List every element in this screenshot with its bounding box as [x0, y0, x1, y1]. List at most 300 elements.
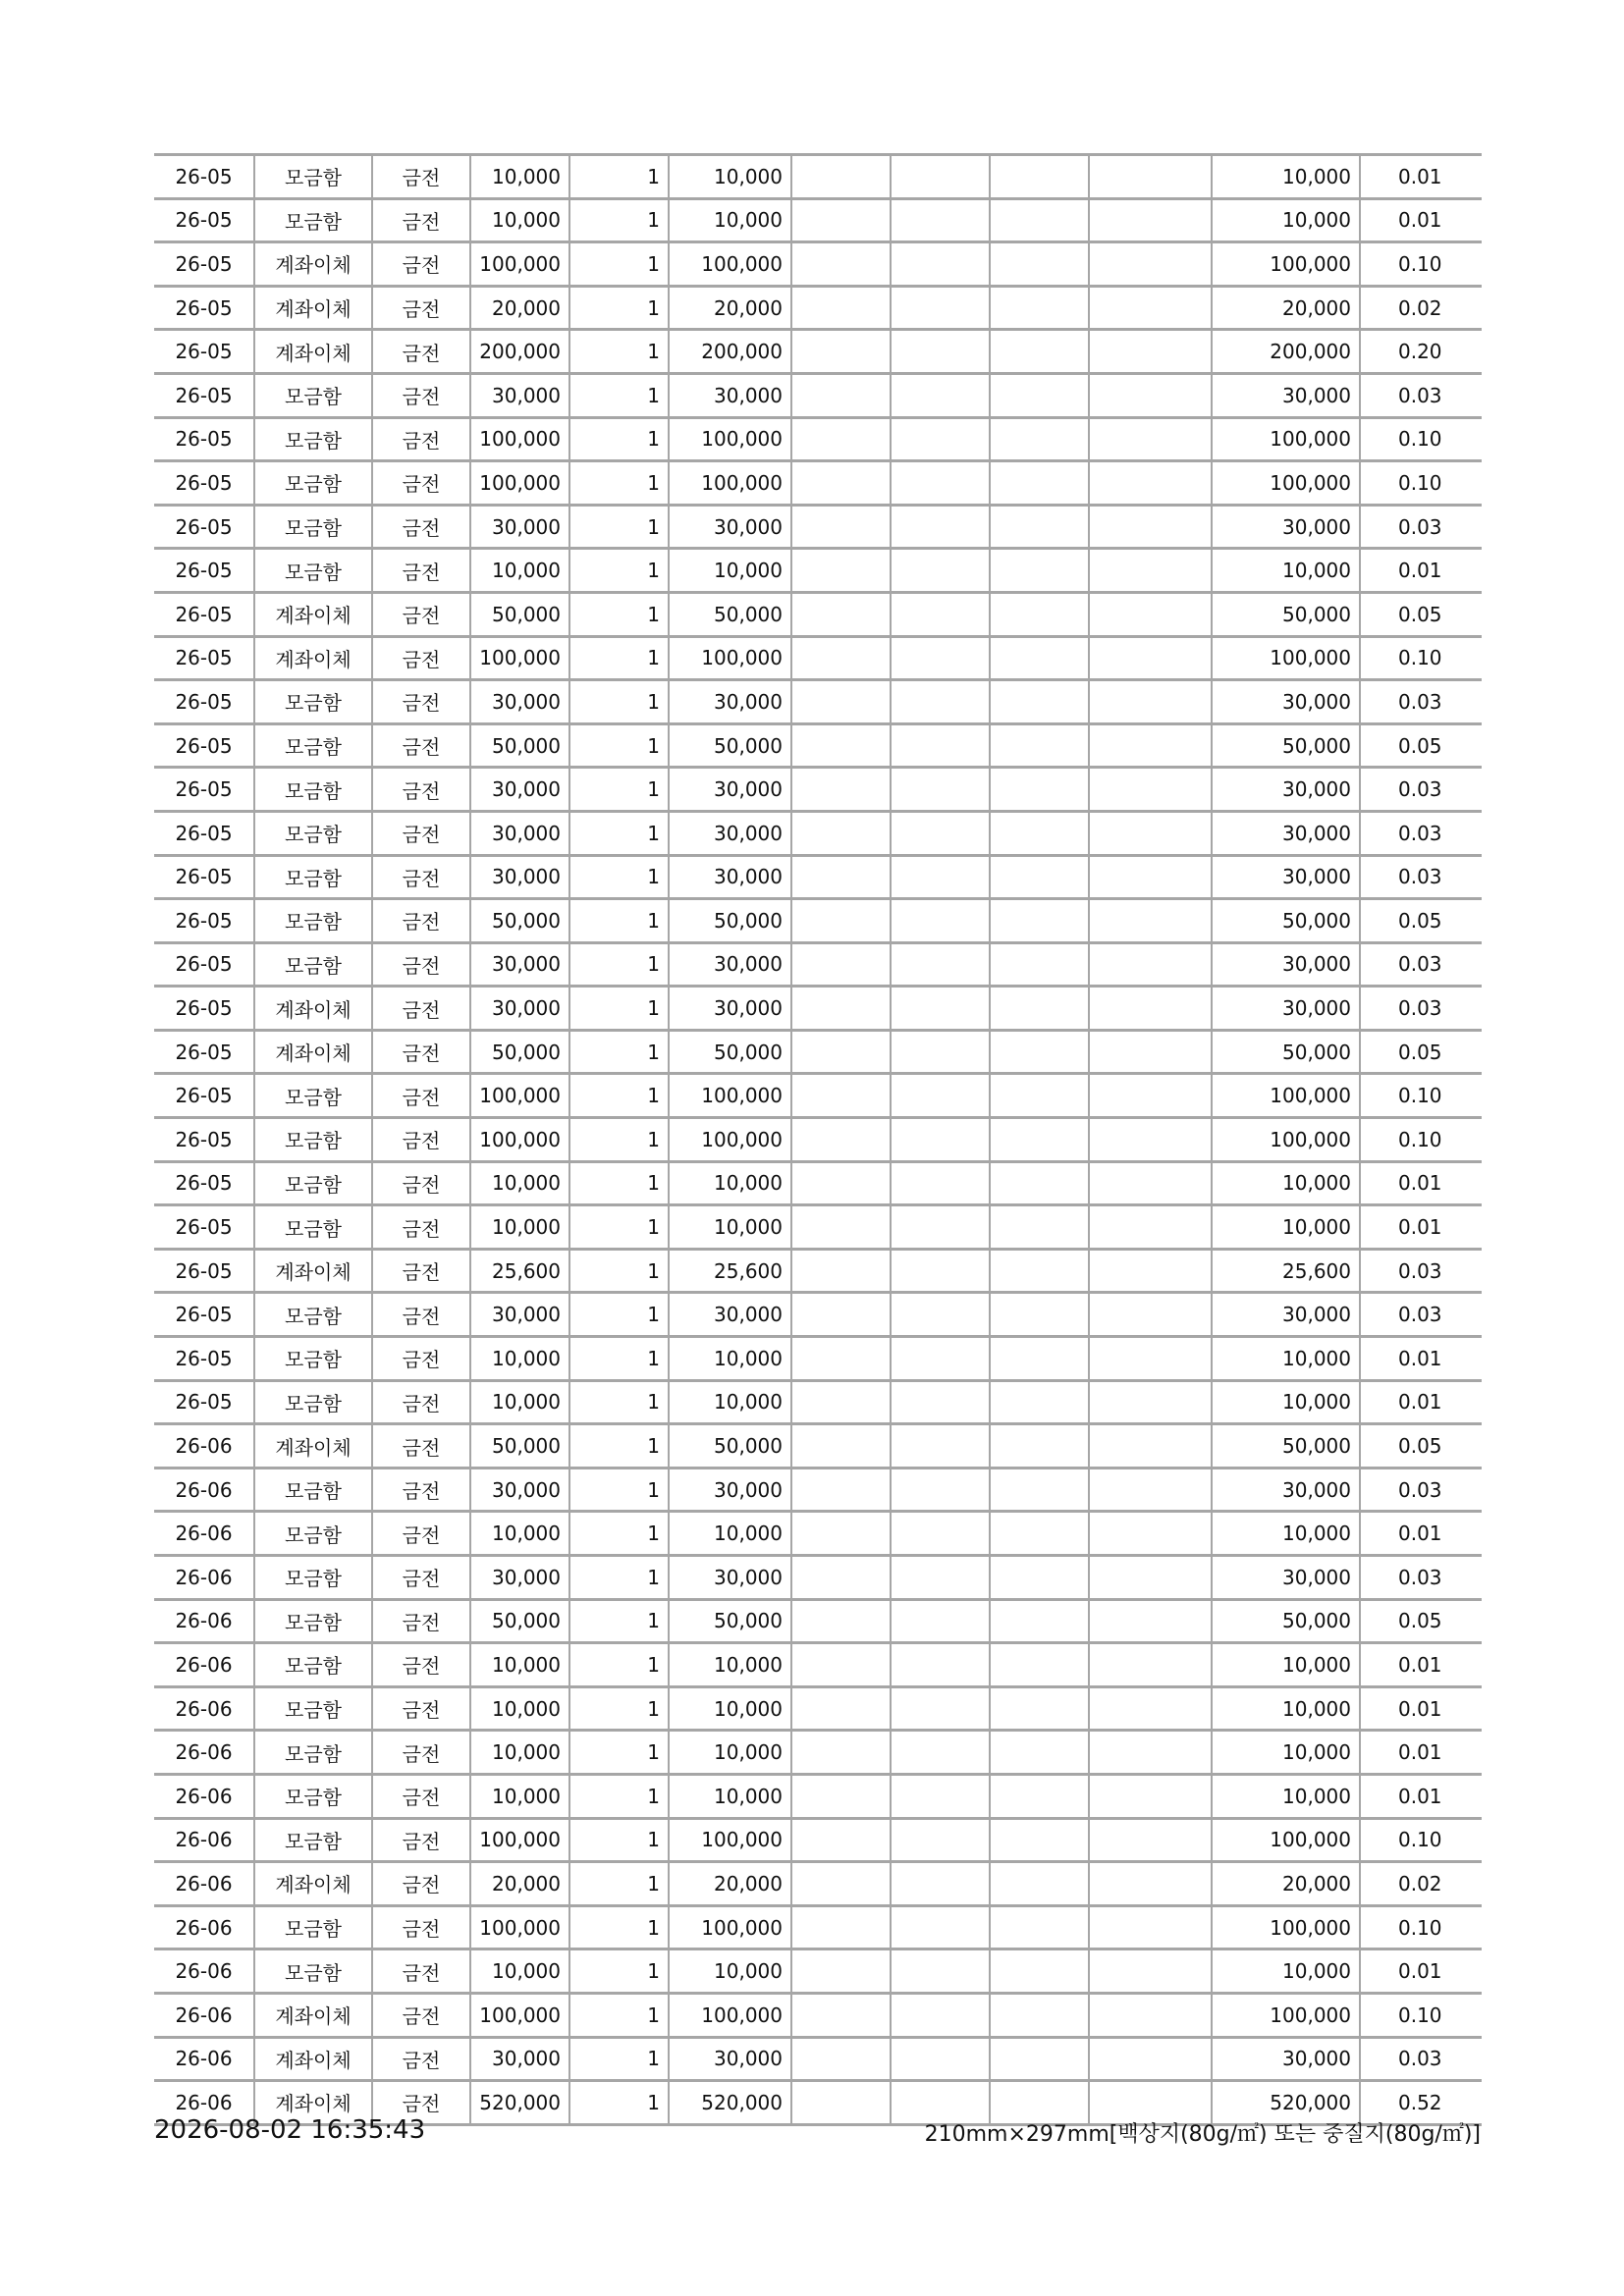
cell-date: 26-05 [154, 286, 254, 330]
cell-quantity: 1 [569, 855, 669, 899]
cell-unit-amount: 25,600 [470, 1249, 569, 1293]
cell-blank-2 [891, 987, 990, 1031]
cell-ratio: 0.20 [1360, 330, 1482, 374]
cell-method: 모금함 [254, 1731, 372, 1775]
cell-blank-2 [891, 592, 990, 636]
cell-quantity: 1 [569, 286, 669, 330]
cell-type: 금전 [372, 1468, 470, 1512]
cell-blank-4 [1089, 811, 1212, 855]
cell-type: 금전 [372, 461, 470, 506]
cell-type: 금전 [372, 505, 470, 549]
cell-ratio: 0.01 [1360, 1774, 1482, 1818]
cell-blank-4 [1089, 1818, 1212, 1862]
cell-type: 금전 [372, 1424, 470, 1468]
cell-method: 모금함 [254, 549, 372, 593]
donation-ledger-table-wrapper [154, 153, 1482, 2126]
cell-blank-1 [791, 680, 891, 724]
cell-quantity: 1 [569, 1205, 669, 1250]
table-row [154, 1686, 1482, 1731]
cell-method: 모금함 [254, 155, 372, 199]
cell-unit-amount: 100,000 [470, 1905, 569, 1949]
cell-blank-2 [891, 899, 990, 943]
cell-blank-1 [791, 1293, 891, 1337]
cell-method: 계좌이체 [254, 2081, 372, 2125]
cell-total: 100,000 [1212, 1818, 1360, 1862]
cell-method: 모금함 [254, 417, 372, 461]
cell-blank-1 [791, 1249, 891, 1293]
table-row [154, 461, 1482, 506]
cell-method: 모금함 [254, 723, 372, 768]
cell-ratio: 0.03 [1360, 942, 1482, 987]
table-row [154, 373, 1482, 417]
table-row [154, 549, 1482, 593]
cell-date: 26-05 [154, 1249, 254, 1293]
table-row [154, 855, 1482, 899]
cell-quantity: 1 [569, 768, 669, 812]
cell-blank-3 [990, 461, 1089, 506]
cell-blank-3 [990, 1380, 1089, 1424]
cell-blank-2 [891, 330, 990, 374]
cell-blank-4 [1089, 2037, 1212, 2081]
cell-method: 모금함 [254, 1556, 372, 1600]
cell-blank-2 [891, 680, 990, 724]
cell-amount: 30,000 [669, 1293, 791, 1337]
cell-type: 금전 [372, 1731, 470, 1775]
cell-amount: 520,000 [669, 2081, 791, 2125]
cell-blank-3 [990, 1512, 1089, 1556]
cell-date: 26-06 [154, 1512, 254, 1556]
cell-blank-3 [990, 1205, 1089, 1250]
cell-total: 100,000 [1212, 242, 1360, 287]
cell-method: 계좌이체 [254, 636, 372, 680]
cell-blank-2 [891, 942, 990, 987]
cell-blank-4 [1089, 1424, 1212, 1468]
cell-blank-3 [990, 198, 1089, 242]
cell-blank-1 [791, 1337, 891, 1381]
cell-unit-amount: 10,000 [470, 549, 569, 593]
cell-blank-4 [1089, 1862, 1212, 1906]
cell-total: 10,000 [1212, 155, 1360, 199]
cell-ratio: 0.03 [1360, 1249, 1482, 1293]
cell-blank-3 [990, 1337, 1089, 1381]
table-row [154, 242, 1482, 287]
cell-quantity: 1 [569, 2081, 669, 2125]
cell-method: 모금함 [254, 461, 372, 506]
cell-blank-1 [791, 1380, 891, 1424]
cell-amount: 30,000 [669, 505, 791, 549]
cell-method: 모금함 [254, 899, 372, 943]
cell-type: 금전 [372, 1556, 470, 1600]
cell-total: 30,000 [1212, 987, 1360, 1031]
cell-total: 50,000 [1212, 1030, 1360, 1074]
cell-blank-2 [891, 1293, 990, 1337]
cell-unit-amount: 30,000 [470, 768, 569, 812]
cell-type: 금전 [372, 1686, 470, 1731]
cell-blank-4 [1089, 987, 1212, 1031]
table-row [154, 2037, 1482, 2081]
cell-unit-amount: 100,000 [470, 1074, 569, 1118]
cell-total: 50,000 [1212, 1599, 1360, 1643]
table-row [154, 1512, 1482, 1556]
cell-total: 10,000 [1212, 1949, 1360, 1994]
cell-amount: 10,000 [669, 1205, 791, 1250]
cell-blank-1 [791, 1599, 891, 1643]
cell-unit-amount: 30,000 [470, 987, 569, 1031]
cell-amount: 10,000 [669, 155, 791, 199]
cell-amount: 30,000 [669, 1556, 791, 1600]
cell-total: 50,000 [1212, 592, 1360, 636]
cell-total: 100,000 [1212, 1074, 1360, 1118]
cell-ratio: 0.10 [1360, 1993, 1482, 2037]
cell-method: 모금함 [254, 1380, 372, 1424]
cell-blank-3 [990, 723, 1089, 768]
table-row [154, 1249, 1482, 1293]
cell-date: 26-06 [154, 1424, 254, 1468]
cell-total: 10,000 [1212, 1205, 1360, 1250]
cell-date: 26-06 [154, 1993, 254, 2037]
cell-blank-3 [990, 1030, 1089, 1074]
cell-blank-1 [791, 417, 891, 461]
cell-blank-3 [990, 1731, 1089, 1775]
cell-blank-1 [791, 198, 891, 242]
cell-method: 모금함 [254, 1337, 372, 1381]
cell-blank-1 [791, 899, 891, 943]
cell-ratio: 0.03 [1360, 987, 1482, 1031]
cell-blank-3 [990, 811, 1089, 855]
cell-blank-1 [791, 768, 891, 812]
cell-blank-1 [791, 1468, 891, 1512]
table-row [154, 1337, 1482, 1381]
cell-method: 계좌이체 [254, 286, 372, 330]
cell-blank-3 [990, 636, 1089, 680]
cell-blank-1 [791, 1424, 891, 1468]
cell-blank-3 [990, 1686, 1089, 1731]
cell-method: 모금함 [254, 1468, 372, 1512]
table-row [154, 1380, 1482, 1424]
cell-unit-amount: 50,000 [470, 1599, 569, 1643]
cell-date: 26-05 [154, 1118, 254, 1162]
table-row [154, 505, 1482, 549]
cell-blank-4 [1089, 1030, 1212, 1074]
cell-blank-4 [1089, 461, 1212, 506]
cell-blank-3 [990, 417, 1089, 461]
cell-blank-4 [1089, 417, 1212, 461]
cell-amount: 50,000 [669, 1424, 791, 1468]
cell-blank-4 [1089, 1731, 1212, 1775]
cell-method: 모금함 [254, 768, 372, 812]
cell-quantity: 1 [569, 242, 669, 287]
cell-total: 10,000 [1212, 549, 1360, 593]
cell-quantity: 1 [569, 505, 669, 549]
table-row [154, 1118, 1482, 1162]
cell-amount: 20,000 [669, 1862, 791, 1906]
cell-blank-3 [990, 1293, 1089, 1337]
cell-blank-4 [1089, 505, 1212, 549]
table-row [154, 1161, 1482, 1205]
cell-date: 26-06 [154, 2037, 254, 2081]
cell-date: 26-05 [154, 855, 254, 899]
cell-total: 50,000 [1212, 899, 1360, 943]
cell-quantity: 1 [569, 1993, 669, 2037]
cell-ratio: 0.01 [1360, 1161, 1482, 1205]
cell-type: 금전 [372, 592, 470, 636]
cell-ratio: 0.05 [1360, 899, 1482, 943]
cell-blank-2 [891, 417, 990, 461]
cell-amount: 10,000 [669, 1774, 791, 1818]
cell-blank-3 [990, 1818, 1089, 1862]
cell-total: 30,000 [1212, 505, 1360, 549]
cell-blank-2 [891, 373, 990, 417]
cell-blank-1 [791, 723, 891, 768]
cell-date: 26-05 [154, 987, 254, 1031]
cell-amount: 30,000 [669, 855, 791, 899]
cell-unit-amount: 10,000 [470, 1686, 569, 1731]
cell-unit-amount: 30,000 [470, 505, 569, 549]
cell-ratio: 0.01 [1360, 1205, 1482, 1250]
cell-ratio: 0.52 [1360, 2081, 1482, 2125]
cell-type: 금전 [372, 1949, 470, 1994]
cell-type: 금전 [372, 899, 470, 943]
cell-blank-3 [990, 1993, 1089, 2037]
table-row [154, 1643, 1482, 1687]
cell-unit-amount: 10,000 [470, 1337, 569, 1381]
cell-ratio: 0.03 [1360, 373, 1482, 417]
cell-blank-3 [990, 549, 1089, 593]
cell-type: 금전 [372, 1205, 470, 1250]
cell-amount: 25,600 [669, 1249, 791, 1293]
cell-blank-3 [990, 987, 1089, 1031]
cell-date: 26-05 [154, 1380, 254, 1424]
cell-blank-4 [1089, 1337, 1212, 1381]
cell-blank-1 [791, 942, 891, 987]
cell-total: 20,000 [1212, 1862, 1360, 1906]
cell-amount: 20,000 [669, 286, 791, 330]
cell-quantity: 1 [569, 198, 669, 242]
cell-ratio: 0.01 [1360, 549, 1482, 593]
cell-blank-3 [990, 680, 1089, 724]
cell-amount: 50,000 [669, 1030, 791, 1074]
cell-quantity: 1 [569, 1337, 669, 1381]
cell-date: 26-05 [154, 549, 254, 593]
cell-amount: 10,000 [669, 1512, 791, 1556]
cell-total: 10,000 [1212, 1337, 1360, 1381]
cell-quantity: 1 [569, 1380, 669, 1424]
cell-total: 10,000 [1212, 1731, 1360, 1775]
cell-ratio: 0.10 [1360, 1074, 1482, 1118]
cell-date: 26-06 [154, 1905, 254, 1949]
cell-unit-amount: 30,000 [470, 1293, 569, 1337]
cell-unit-amount: 30,000 [470, 811, 569, 855]
cell-blank-1 [791, 1556, 891, 1600]
cell-blank-2 [891, 198, 990, 242]
cell-blank-1 [791, 1905, 891, 1949]
cell-quantity: 1 [569, 1556, 669, 1600]
cell-ratio: 0.10 [1360, 1818, 1482, 1862]
cell-blank-4 [1089, 680, 1212, 724]
cell-method: 계좌이체 [254, 1862, 372, 1906]
cell-date: 26-05 [154, 592, 254, 636]
table-row [154, 1774, 1482, 1818]
cell-total: 10,000 [1212, 198, 1360, 242]
cell-ratio: 0.10 [1360, 461, 1482, 506]
cell-unit-amount: 10,000 [470, 1205, 569, 1250]
cell-blank-2 [891, 1161, 990, 1205]
cell-ratio: 0.01 [1360, 198, 1482, 242]
cell-quantity: 1 [569, 330, 669, 374]
cell-blank-3 [990, 768, 1089, 812]
cell-method: 모금함 [254, 1293, 372, 1337]
cell-blank-4 [1089, 636, 1212, 680]
cell-date: 26-06 [154, 1686, 254, 1731]
cell-ratio: 0.03 [1360, 768, 1482, 812]
cell-type: 금전 [372, 286, 470, 330]
cell-method: 계좌이체 [254, 330, 372, 374]
cell-method: 모금함 [254, 1818, 372, 1862]
cell-ratio: 0.01 [1360, 155, 1482, 199]
cell-unit-amount: 10,000 [470, 1512, 569, 1556]
cell-blank-1 [791, 1993, 891, 2037]
cell-unit-amount: 50,000 [470, 1424, 569, 1468]
table-row [154, 1293, 1482, 1337]
cell-date: 26-05 [154, 811, 254, 855]
cell-amount: 100,000 [669, 417, 791, 461]
table-row [154, 1556, 1482, 1600]
cell-amount: 50,000 [669, 592, 791, 636]
cell-total: 520,000 [1212, 2081, 1360, 2125]
paper-spec: 210mm×297mm[백상지(80g/㎡) 또는 중질지(80g/㎡)] [924, 2122, 1481, 2147]
cell-ratio: 0.10 [1360, 1118, 1482, 1162]
cell-blank-2 [891, 1337, 990, 1381]
cell-blank-4 [1089, 549, 1212, 593]
cell-blank-2 [891, 461, 990, 506]
cell-quantity: 1 [569, 1686, 669, 1731]
cell-blank-4 [1089, 592, 1212, 636]
cell-quantity: 1 [569, 1731, 669, 1775]
cell-method: 모금함 [254, 1774, 372, 1818]
cell-blank-2 [891, 855, 990, 899]
cell-type: 금전 [372, 2037, 470, 2081]
cell-total: 30,000 [1212, 942, 1360, 987]
cell-quantity: 1 [569, 1862, 669, 1906]
cell-quantity: 1 [569, 1949, 669, 1994]
cell-unit-amount: 10,000 [470, 1643, 569, 1687]
cell-blank-4 [1089, 1118, 1212, 1162]
cell-blank-2 [891, 1993, 990, 2037]
cell-total: 100,000 [1212, 417, 1360, 461]
cell-type: 금전 [372, 1774, 470, 1818]
cell-blank-2 [891, 1512, 990, 1556]
cell-quantity: 1 [569, 417, 669, 461]
cell-amount: 10,000 [669, 1337, 791, 1381]
printed-timestamp: 2026-08-02 16:35:43 [154, 2115, 426, 2145]
cell-total: 30,000 [1212, 373, 1360, 417]
cell-unit-amount: 100,000 [470, 242, 569, 287]
cell-blank-3 [990, 1905, 1089, 1949]
cell-unit-amount: 100,000 [470, 1993, 569, 2037]
cell-unit-amount: 30,000 [470, 2037, 569, 2081]
cell-blank-4 [1089, 1249, 1212, 1293]
cell-blank-2 [891, 1205, 990, 1250]
cell-blank-4 [1089, 855, 1212, 899]
cell-ratio: 0.05 [1360, 1030, 1482, 1074]
cell-unit-amount: 30,000 [470, 1468, 569, 1512]
cell-quantity: 1 [569, 549, 669, 593]
cell-unit-amount: 10,000 [470, 1161, 569, 1205]
cell-quantity: 1 [569, 987, 669, 1031]
cell-amount: 100,000 [669, 636, 791, 680]
cell-amount: 100,000 [669, 1818, 791, 1862]
cell-ratio: 0.10 [1360, 1905, 1482, 1949]
cell-total: 100,000 [1212, 1905, 1360, 1949]
cell-blank-3 [990, 1643, 1089, 1687]
cell-type: 금전 [372, 1599, 470, 1643]
cell-amount: 10,000 [669, 1161, 791, 1205]
cell-type: 금전 [372, 1293, 470, 1337]
cell-method: 계좌이체 [254, 592, 372, 636]
table-row [154, 1905, 1482, 1949]
cell-date: 26-05 [154, 1337, 254, 1381]
cell-blank-3 [990, 1468, 1089, 1512]
cell-blank-3 [990, 1249, 1089, 1293]
cell-blank-4 [1089, 1380, 1212, 1424]
cell-type: 금전 [372, 1337, 470, 1381]
cell-quantity: 1 [569, 155, 669, 199]
cell-blank-1 [791, 1686, 891, 1731]
cell-quantity: 1 [569, 1118, 669, 1162]
cell-ratio: 0.03 [1360, 1468, 1482, 1512]
cell-blank-2 [891, 1731, 990, 1775]
cell-blank-2 [891, 1380, 990, 1424]
cell-blank-3 [990, 155, 1089, 199]
cell-blank-3 [990, 505, 1089, 549]
cell-amount: 10,000 [669, 1380, 791, 1424]
cell-blank-2 [891, 1030, 990, 1074]
cell-total: 10,000 [1212, 1774, 1360, 1818]
cell-blank-1 [791, 1118, 891, 1162]
table-row [154, 768, 1482, 812]
cell-date: 26-05 [154, 1161, 254, 1205]
table-row [154, 155, 1482, 199]
cell-total: 25,600 [1212, 1249, 1360, 1293]
cell-type: 금전 [372, 1161, 470, 1205]
cell-amount: 50,000 [669, 1599, 791, 1643]
cell-unit-amount: 30,000 [470, 942, 569, 987]
cell-blank-1 [791, 1161, 891, 1205]
cell-amount: 100,000 [669, 1993, 791, 2037]
cell-method: 계좌이체 [254, 242, 372, 287]
table-row [154, 1599, 1482, 1643]
cell-blank-2 [891, 1599, 990, 1643]
cell-total: 50,000 [1212, 1424, 1360, 1468]
cell-amount: 10,000 [669, 1731, 791, 1775]
cell-total: 10,000 [1212, 1686, 1360, 1731]
cell-method: 모금함 [254, 942, 372, 987]
cell-blank-2 [891, 286, 990, 330]
cell-method: 모금함 [254, 1905, 372, 1949]
table-row [154, 1862, 1482, 1906]
ledger-body [154, 155, 1482, 2125]
cell-unit-amount: 20,000 [470, 286, 569, 330]
table-row [154, 636, 1482, 680]
cell-date: 26-05 [154, 1293, 254, 1337]
cell-ratio: 0.01 [1360, 1949, 1482, 1994]
cell-total: 10,000 [1212, 1643, 1360, 1687]
table-row [154, 330, 1482, 374]
cell-type: 금전 [372, 1512, 470, 1556]
cell-amount: 30,000 [669, 1468, 791, 1512]
cell-type: 금전 [372, 242, 470, 287]
cell-method: 계좌이체 [254, 1993, 372, 2037]
